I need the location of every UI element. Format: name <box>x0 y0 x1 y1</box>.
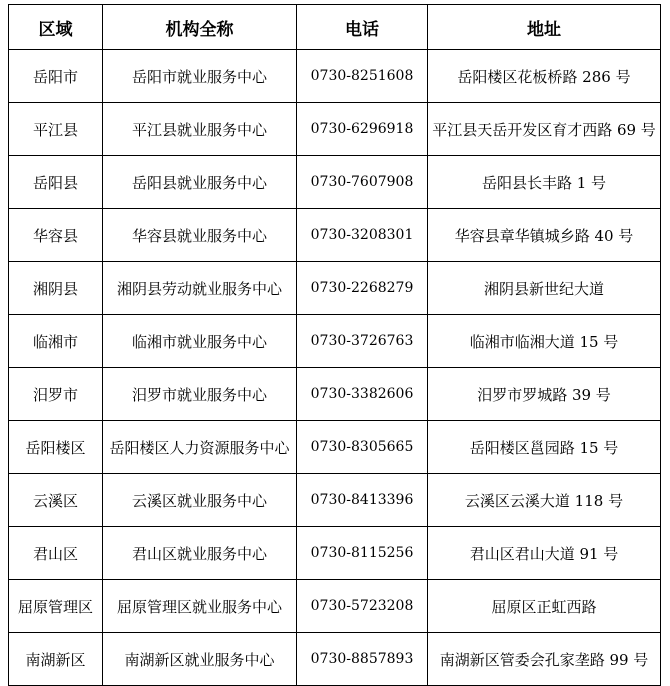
header-institution-name: 机构全称 <box>103 5 297 50</box>
address-cell: 屈原区正虹西路 <box>428 580 661 633</box>
institution-cell: 云溪区就业服务中心 <box>103 474 297 527</box>
header-address: 地址 <box>428 5 661 50</box>
phone-cell: 0730-5723208 <box>297 580 428 633</box>
phone-cell: 0730-8251608 <box>297 50 428 103</box>
institution-cell: 君山区就业服务中心 <box>103 527 297 580</box>
address-cell: 岳阳楼区邕园路 15 号 <box>428 421 661 474</box>
table-row <box>9 262 661 315</box>
institution-cell: 汨罗市就业服务中心 <box>103 368 297 421</box>
district-cell: 岳阳县 <box>9 156 103 209</box>
table-row <box>9 156 661 209</box>
header-row <box>9 5 661 50</box>
table-row <box>9 315 661 368</box>
district-cell: 岳阳市 <box>9 50 103 103</box>
address-cell: 南湖新区管委会孔家垄路 99 号 <box>428 633 661 686</box>
address-cell: 汨罗市罗城路 39 号 <box>428 368 661 421</box>
table-row <box>9 527 661 580</box>
district-cell: 南湖新区 <box>9 633 103 686</box>
district-cell: 临湘市 <box>9 315 103 368</box>
header-district: 区域 <box>9 5 103 50</box>
table-row <box>9 209 661 262</box>
institution-cell: 屈原管理区就业服务中心 <box>103 580 297 633</box>
phone-cell: 0730-2268279 <box>297 262 428 315</box>
address-cell: 平江县天岳开发区育才西路 69 号 <box>428 103 661 156</box>
address-cell: 湘阴县新世纪大道 <box>428 262 661 315</box>
table-row <box>9 474 661 527</box>
table-row <box>9 580 661 633</box>
district-cell: 湘阴县 <box>9 262 103 315</box>
phone-cell: 0730-8305665 <box>297 421 428 474</box>
district-cell: 华容县 <box>9 209 103 262</box>
employment-center-table <box>8 4 661 686</box>
institution-cell: 平江县就业服务中心 <box>103 103 297 156</box>
institution-cell: 南湖新区就业服务中心 <box>103 633 297 686</box>
table-row <box>9 368 661 421</box>
district-cell: 岳阳楼区 <box>9 421 103 474</box>
table-row <box>9 633 661 686</box>
address-cell: 云溪区云溪大道 118 号 <box>428 474 661 527</box>
address-cell: 华容县章华镇城乡路 40 号 <box>428 209 661 262</box>
address-cell: 岳阳县长丰路 1 号 <box>428 156 661 209</box>
district-cell: 汨罗市 <box>9 368 103 421</box>
institution-cell: 湘阴县劳动就业服务中心 <box>103 262 297 315</box>
institution-cell: 华容县就业服务中心 <box>103 209 297 262</box>
address-cell: 临湘市临湘大道 15 号 <box>428 315 661 368</box>
district-cell: 云溪区 <box>9 474 103 527</box>
phone-cell: 0730-8857893 <box>297 633 428 686</box>
district-cell: 君山区 <box>9 527 103 580</box>
phone-cell: 0730-3382606 <box>297 368 428 421</box>
phone-cell: 0730-6296918 <box>297 103 428 156</box>
table-row <box>9 103 661 156</box>
phone-cell: 0730-3208301 <box>297 209 428 262</box>
phone-cell: 0730-3726763 <box>297 315 428 368</box>
phone-cell: 0730-7607908 <box>297 156 428 209</box>
district-cell: 屈原管理区 <box>9 580 103 633</box>
table-row <box>9 421 661 474</box>
phone-cell: 0730-8115256 <box>297 527 428 580</box>
district-cell: 平江县 <box>9 103 103 156</box>
table-row <box>9 50 661 103</box>
address-cell: 岳阳楼区花板桥路 286 号 <box>428 50 661 103</box>
header-phone: 电话 <box>297 5 428 50</box>
institution-cell: 岳阳县就业服务中心 <box>103 156 297 209</box>
address-cell: 君山区君山大道 91 号 <box>428 527 661 580</box>
institution-cell: 临湘市就业服务中心 <box>103 315 297 368</box>
institution-cell: 岳阳楼区人力资源服务中心 <box>103 421 297 474</box>
institution-cell: 岳阳市就业服务中心 <box>103 50 297 103</box>
phone-cell: 0730-8413396 <box>297 474 428 527</box>
